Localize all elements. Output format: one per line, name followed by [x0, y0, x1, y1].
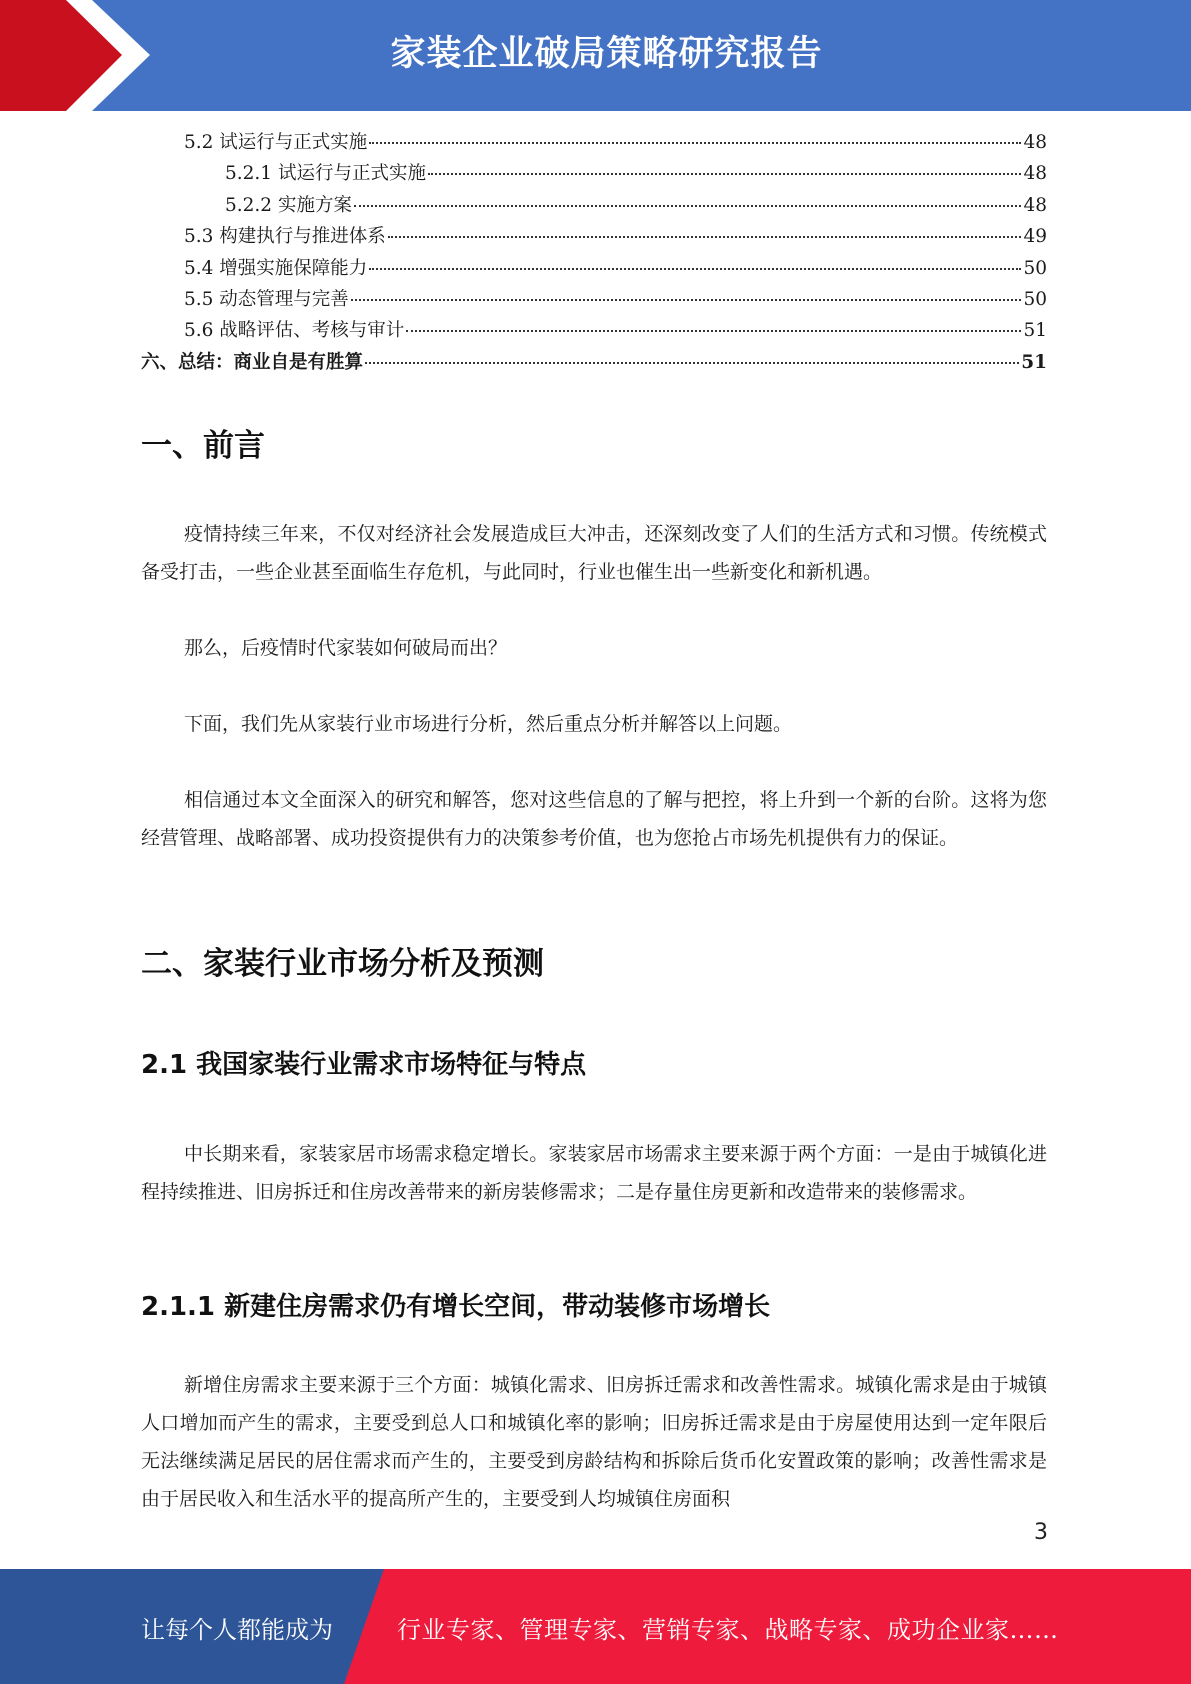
toc-leader-dots	[369, 124, 1021, 144]
document-title: 家装企业破局策略研究报告	[390, 34, 823, 74]
toc-entry-label: 5.2 试运行与正式实施	[184, 132, 368, 153]
paragraph: 新增住房需求主要来源于三个方面：城镇化需求、旧房拆迁需求和改善性需求。城镇化需求是由于城镇人口增加而产生的需求，主要受到总人口和城镇化率的影响；旧房拆迁需求是由于房屋使用达到一定年限后无法继续满足居民的居住需求而产生的，主要受到房龄结构和拆除后货币化安置政策的影响；改善性需求是由于居民收入和生活水平的提高所产生的，主要受到人均城镇住房面积	[141, 1374, 1047, 1510]
toc-leader-dots	[369, 250, 1021, 270]
page-number: 3	[1034, 1520, 1048, 1545]
toc-entry-page: 50	[1023, 257, 1047, 279]
paragraph: 相信通过本文全面深入的研究和解答，您对这些信息的了解与把控，将上升到一个新的台阶。这将为您经营管理、战略部署、成功投资提供有力的决策参考价值，也为您抢占市场先机提供有力的保证。	[141, 789, 1047, 849]
toc-entry-page: 51	[1023, 320, 1047, 342]
toc-entry-page: 48	[1023, 163, 1047, 185]
toc-entry-label: 5.2.1 试运行与正式实施	[225, 163, 426, 185]
toc-leader-dots	[351, 281, 1022, 301]
footer-slogan-left: 让每个人都能成为	[141, 1616, 333, 1644]
toc-entry[interactable]	[141, 348, 1047, 379]
toc-entry-page: 50	[1023, 288, 1047, 310]
footer-slogan-right: 行业专家、管理专家、营销专家、战略专家、成功企业家……	[397, 1616, 1059, 1644]
toc-leader-dots	[406, 312, 1021, 332]
paragraph: 下面，我们先从家装行业市场进行分析，然后重点分析并解答以上问题。	[184, 713, 793, 735]
section-heading-preface: 一、前言	[141, 428, 265, 464]
table-of-contents	[141, 128, 1047, 379]
toc-entry-page: 49	[1023, 226, 1047, 248]
paragraph: 那么，后疫情时代家装如何破局而出？	[184, 637, 508, 659]
subsection-heading: 2.1 我国家装行业需求市场特征与特点	[141, 1050, 587, 1080]
toc-entry-page: 51	[1021, 351, 1047, 373]
toc-entry-label: 5.3 构建执行与推进体系	[184, 226, 386, 248]
toc-entry-label: 5.6 战略评估、考核与审计	[184, 320, 405, 342]
paragraph: 疫情持续三年来，不仅对经济社会发展造成巨大冲击，还深刻改变了人们的生活方式和习惯。传统模式备受打击，一些企业甚至面临生存危机，与此同时，行业也催生出一些新变化和新机遇。	[141, 523, 1047, 583]
subsection-heading: 2.1.1 新建住房需求仍有增长空间，带动装修市场增长	[141, 1292, 771, 1322]
toc-entry-label: 5.4 增强实施保障能力	[184, 257, 368, 279]
toc-entry-label: 5.2.2 实施方案	[225, 194, 352, 216]
toc-entry-page: 48	[1023, 132, 1047, 153]
toc-entry-label: 5.5 动态管理与完善	[184, 288, 349, 310]
paragraph: 中长期来看，家装家居市场需求稳定增长。家装家居市场需求主要来源于两个方面：一是由于城镇化进程持续推进、旧房拆迁和住房改善带来的新房装修需求；二是存量住房更新和改造带来的装修需求。	[141, 1143, 1047, 1203]
page-header	[0, 0, 1191, 111]
toc-leader-dots	[354, 187, 1022, 207]
toc-entry-page: 48	[1023, 194, 1047, 216]
toc-entry-label: 六、总结：商业自是有胜算	[141, 351, 364, 373]
section-heading-market: 二、家装行业市场分析及预测	[141, 946, 544, 982]
toc-leader-dots	[428, 155, 1021, 175]
page-footer	[0, 1569, 1191, 1684]
toc-leader-dots	[365, 344, 1019, 364]
toc-leader-dots	[388, 218, 1022, 238]
